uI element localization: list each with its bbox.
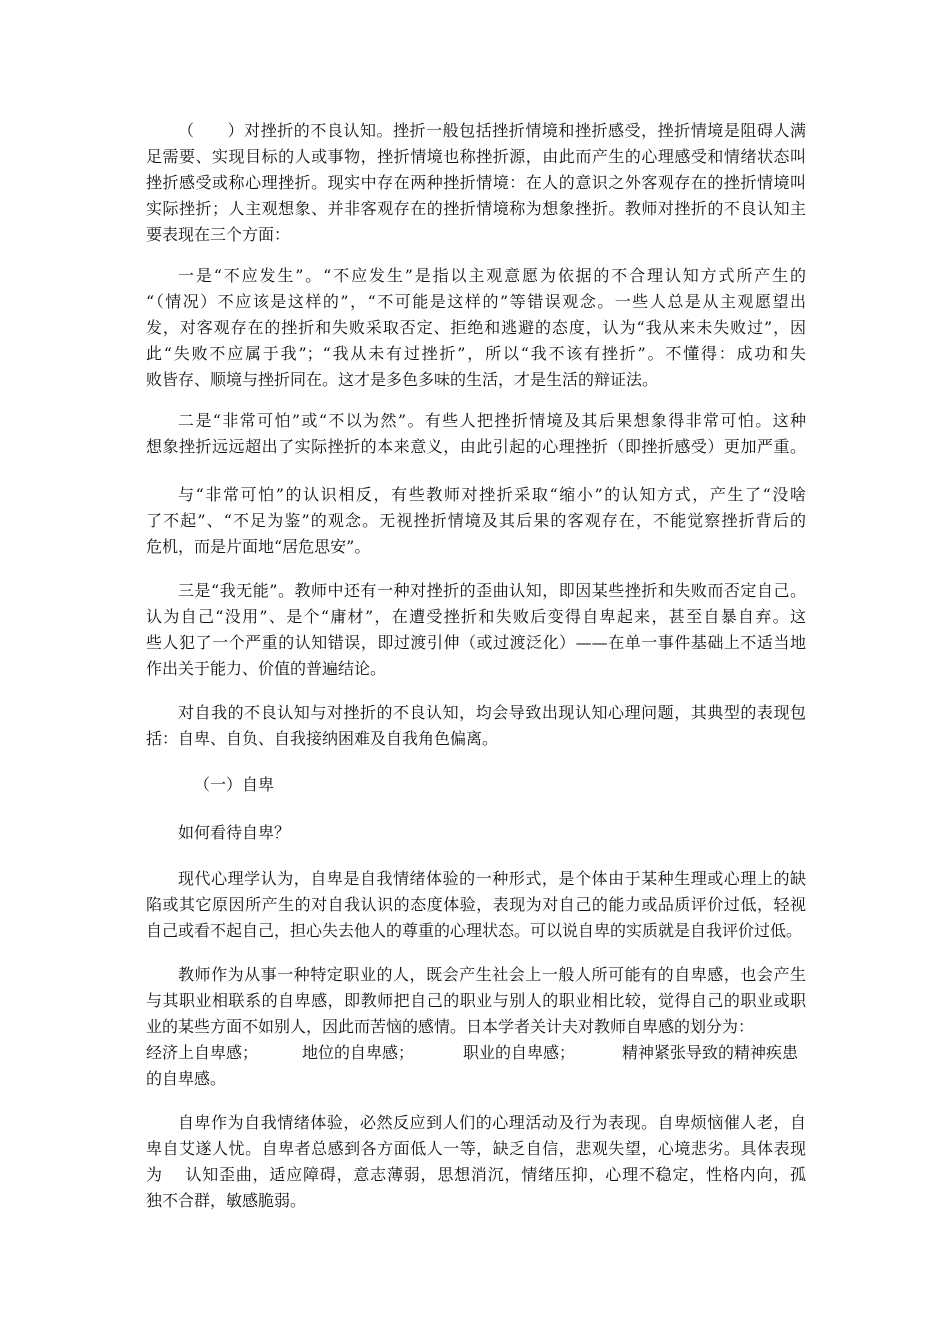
paragraph-summary [146, 700, 806, 752]
text-line: 一是“不应发生”。“不应发生”是指以主观意愿为依据的不合理认知方式所产生的 [178, 266, 806, 285]
text-line: 实际挫折；人主观想象、并非客观存在的挫折情境称为想象挫折。教师对挫折的不良认知主 [146, 199, 806, 218]
text-line: 足需要、实现目标的人或事物，挫折情境也称挫折源，由此而产生的心理感受和情绪状态叫 [146, 147, 806, 166]
text-line: 自己或看不起自己，担心失去他人的尊重的心理状态。可以说自卑的实质就是自我评价过低。 [146, 921, 803, 940]
paragraph-very-frightening [146, 408, 806, 460]
type-status: 地位的自卑感； [302, 1043, 415, 1062]
text-line: 卑自艾遂人忧。自卑者总感到各方面低人一等，缺乏自信，悲观失望，心境悲劣。具体表现 [146, 1139, 806, 1158]
paragraph-inferiority-manifestation [146, 1110, 806, 1214]
text-line: 认为自己“没用”、是个“庸材”，在遭受挫折和失败后变得自卑起来，甚至自暴自弃。这 [146, 607, 806, 626]
type-mental-illness: 精神紧张导致的精神疾患 [622, 1043, 799, 1062]
text-line: 现代心理学认为，自卑是自我情绪体验的一种形式，是个体由于某种生理或心理上的缺 [178, 869, 806, 888]
paragraph-incompetent [146, 578, 806, 682]
text-line: 二是“非常可怕”或“不以为然”。有些人把挫折情境及其后果想象得非常可怕。这种 [178, 411, 806, 430]
text-line: 了不起”、“不足为鉴”的观念。无视挫折情境及其后果的客观存在，不能觉察挫折背后的 [146, 511, 806, 530]
text-line: 陷或其它原因所产生的对自我认识的态度体验，表现为对自己的能力或品质评价过低，轻视 [146, 895, 806, 914]
paragraph-frustration-cognition [146, 118, 806, 248]
type-economic: 经济上自卑感； [146, 1043, 259, 1062]
text-line: 为 认知歪曲，适应障碍，意志薄弱，思想消沉，情绪压抑，心理不稳定，性格内向，孤 [146, 1165, 806, 1184]
text-line: 作出关于能力、价值的普遍结论。 [146, 659, 387, 678]
text-line: 自卑作为自我情绪体验，必然反应到人们的心理活动及行为表现。自卑烦恼催人老，自 [178, 1113, 806, 1132]
text-line: 败皆存、顺境与挫折同在。这才是多色多味的生活，才是生活的辩证法。 [146, 370, 659, 389]
text-line: 括：自卑、自负、自我接纳困难及自我角色偏离。 [146, 729, 499, 748]
paragraph-minimizing [146, 482, 806, 560]
text-line: “（情况）不应该是这样的”，“不可能是这样的”等错误观念。一些人总是从主观愿望出 [146, 292, 806, 311]
paragraph-modern-psychology [146, 866, 806, 944]
text-line: 独不合群，敏感脆弱。 [146, 1191, 307, 1210]
section-heading [146, 772, 806, 798]
question-line [146, 820, 806, 846]
text-line: 与其职业相联系的自卑感，即教师把自己的职业与别人的职业相比较，觉得自己的职业或职 [146, 991, 806, 1010]
text-line: 发，对客观存在的挫折和失败采取否定、拒绝和逃避的态度，认为“我从来未失败过”，因 [146, 318, 806, 337]
text-line: 对自我的不良认知与对挫折的不良认知，均会导致出现认知心理问题，其典型的表现包 [178, 703, 806, 722]
type-profession: 职业的自卑感； [463, 1043, 576, 1062]
text-line: 业的某些方面不如别人，因此而苦恼的感情。日本学者关计夫对教师自卑感的划分为： [146, 1017, 755, 1036]
heading-text: （一）自卑 [194, 775, 275, 794]
text-line: 挫折感受或称心理挫折。现实中存在两种挫折情境：在人的意识之外客观存在的挫折情境叫 [146, 173, 806, 192]
question-text: 如何看待自卑？ [178, 823, 291, 842]
text-line: 此“失败不应属于我”；“我从未有过挫折”，所以“我不该有挫折”。不懂得：成功和失 [146, 344, 806, 363]
text-line: 三是“我无能”。教师中还有一种对挫折的歪曲认知，即因某些挫折和失败而否定自己。 [178, 581, 806, 600]
text-line: 些人犯了一个严重的认知错误，即过渡引伸（或过渡泛化）——在单一事件基础上不适当地 [146, 633, 806, 652]
paragraph-teacher-inferiority [146, 962, 806, 1040]
text-line: 想象挫折远远超出了实际挫折的本来意义，由此引起的心理挫折（即挫折感受）更加严重。 [146, 437, 806, 456]
text-line: 要表现在三个方面： [146, 225, 291, 244]
text-line: 的自卑感。 [146, 1069, 227, 1088]
text-line: 危机，而是片面地“居危思安”。 [146, 537, 371, 556]
text-line: 与“非常可怕”的认识相反，有些教师对挫折采取“缩小”的认知方式，产生了“没啥 [178, 485, 806, 504]
inferiority-types-row [146, 1040, 806, 1066]
paragraph-teacher-inferiority-end [146, 1066, 806, 1092]
text-line: 教师作为从事一种特定职业的人，既会产生社会上一般人所可能有的自卑感，也会产生 [178, 965, 806, 984]
paragraph-should-not-happen [146, 263, 806, 393]
text-line: （ ）对挫折的不良认知。挫折一般包括挫折情境和挫折感受，挫折情境是阻碍人满 [178, 121, 806, 140]
